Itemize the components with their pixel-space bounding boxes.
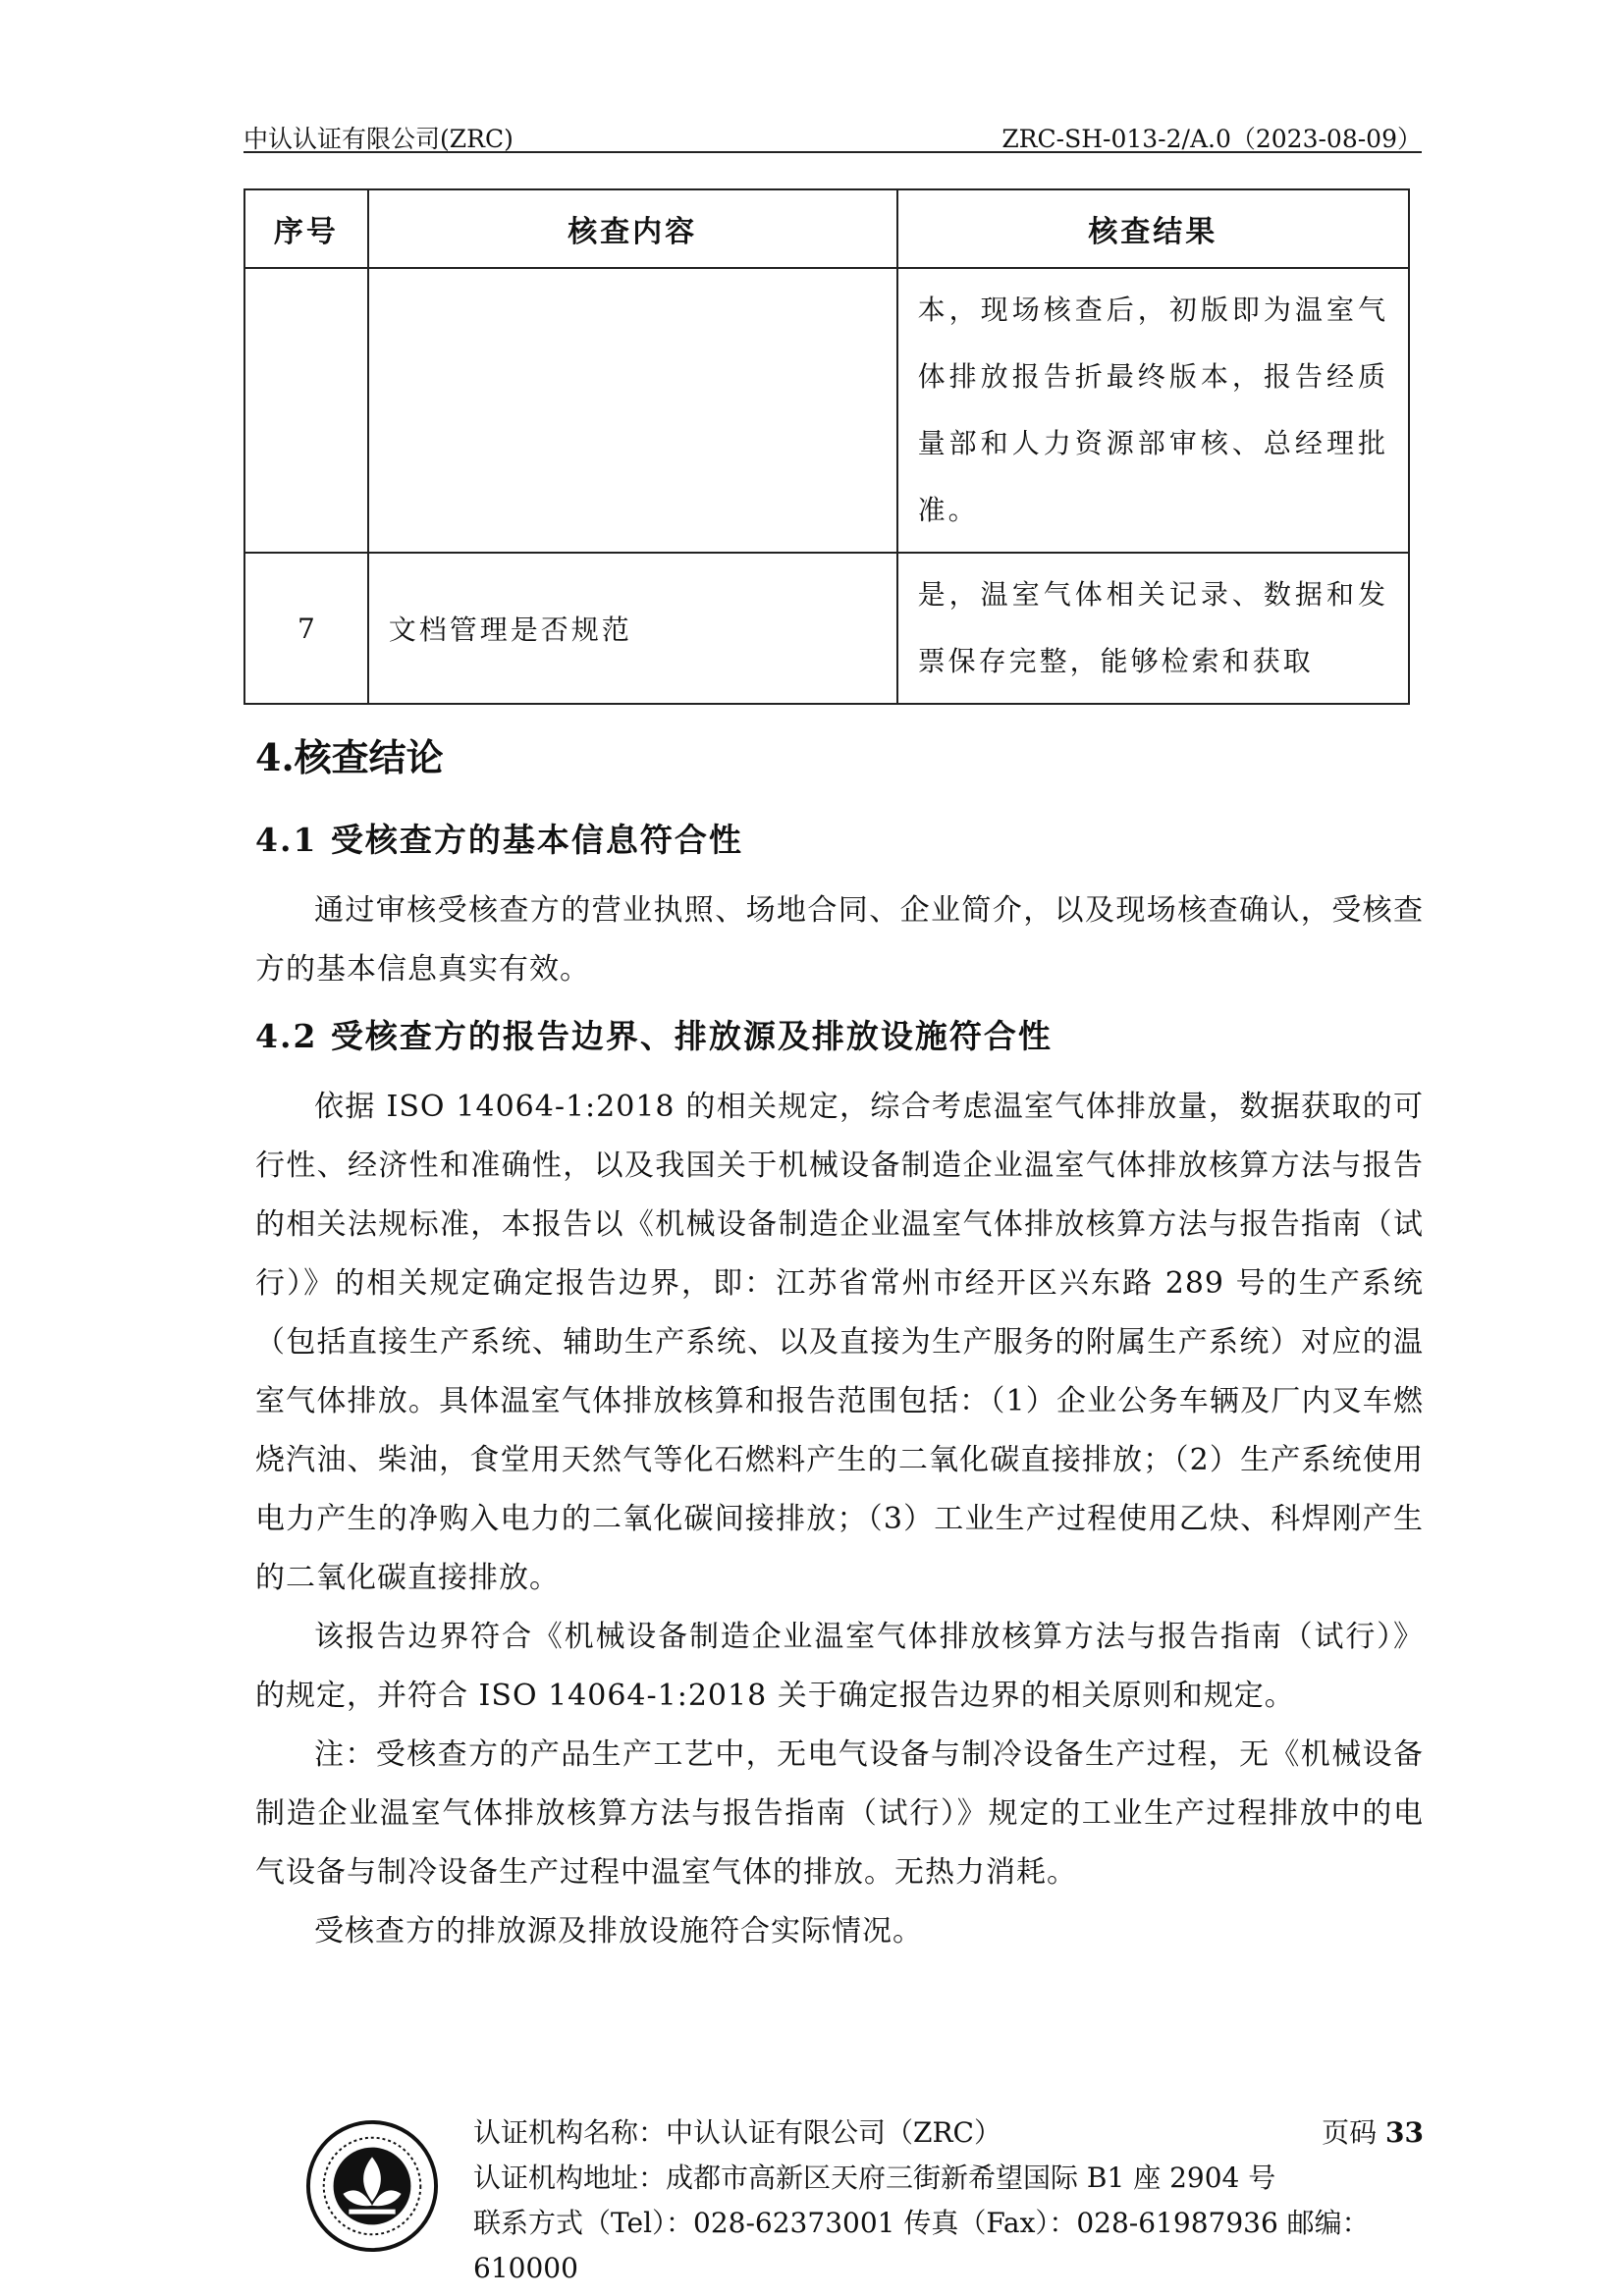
- page-number: [1322, 2110, 1424, 2156]
- footer-org-address: 认证机构地址：成都市高新区天府三街新希望国际 B1 座 2904 号: [473, 2162, 1276, 2194]
- table-header-row: [244, 189, 1409, 268]
- paragraph: 该报告边界符合《机械设备制造企业温室气体排放核算方法与报告指南（试行）》的规定，并符合 ISO 14064-1:2018 关于确定报告边界的相关原则和规定。: [255, 1620, 1424, 1713]
- row-item: 文档管理是否规范: [368, 553, 897, 704]
- page-header: [243, 116, 1422, 153]
- row-item: [368, 268, 897, 553]
- row-result: 本，现场核查后，初版即为温室气体排放报告折最终版本，报告经质量部和人力资源部审核、总经理批准。: [897, 268, 1409, 553]
- paragraph: 依据 ISO 14064-1:2018 的相关规定，综合考虑温室气体排放量，数据获取的可行性、经济性和准确性，以及我国关于机械设备制造企业温室气体排放核算方法与报告的相关法规标准，本报告以《机械设备制造企业温室气体排放核算方法与报告指南（试行）》的相关规定确定报告边界，即：江苏省常州市经开区兴东路 289 号的生产系统（包括直接生产系统、辅助生产系统、以及直接为生产服务的附属生产系统）对应的温室气体排放。具体温室气体排放核算和报告范围包括：（1）企业公务车辆及厂内叉车燃烧汽油、柴油，食堂用天然气等化石燃料产生的二氧化碳直接排放；（2）生产系统使用电力产生的净购入电力的二氧化碳间接排放；（3）工业生产过程使用乙炔、科焊刚产生的二氧化碳直接排放。: [255, 1090, 1424, 1595]
- col-header-no: 序号: [244, 189, 368, 268]
- table-row: [244, 553, 1409, 704]
- table-row: [244, 268, 1409, 553]
- col-header-result: 核查结果: [897, 189, 1409, 268]
- header-doc-code: ZRC-SH-013-2/A.0（2023-08-09）: [1001, 125, 1422, 153]
- paragraph: 注：受核查方的产品生产工艺中，无电气设备与制冷设备生产过程，无《机械设备制造企业温室气体排放核算方法与报告指南（试行）》规定的工业生产过程排放中的电气设备与制冷设备生产过程中温室气体的排放。无热力消耗。: [255, 1737, 1424, 1890]
- page-footer: [304, 2110, 1434, 2284]
- section-title: 4.核查结论: [255, 735, 444, 779]
- verification-table: [243, 188, 1410, 705]
- footer-info: [473, 2110, 1434, 2291]
- paragraph: 受核查方的排放源及排放设施符合实际情况。: [314, 1914, 923, 1949]
- main-content: [255, 707, 1424, 1961]
- row-no: [244, 268, 368, 553]
- header-company: 中认认证有限公司(ZRC): [243, 125, 514, 153]
- row-no: 7: [244, 553, 368, 704]
- subsection-title-4-2: 4.2 受核查方的报告边界、排放源及排放设施符合性: [255, 1017, 1053, 1055]
- page-number-value: 33: [1385, 2116, 1424, 2149]
- zrc-seal-logo-icon: [304, 2118, 440, 2254]
- paragraph: 通过审核受核查方的营业执照、场地合同、企业简介，以及现场核查确认，受核查方的基本信息真实有效。: [255, 893, 1424, 987]
- footer-contact: 联系方式（Tel）：028-62373001 传真（Fax）：028-61987936 邮编：610000: [473, 2207, 1370, 2284]
- row-result: 是，温室气体相关记录、数据和发票保存完整，能够检索和获取: [897, 553, 1409, 704]
- footer-org-name: 认证机构名称：中认认证有限公司（ZRC）: [473, 2116, 1001, 2149]
- col-header-item: 核查内容: [368, 189, 897, 268]
- subsection-title-4-1: 4.1 受核查方的基本信息符合性: [255, 821, 743, 859]
- page-label: 页码: [1322, 2116, 1378, 2149]
